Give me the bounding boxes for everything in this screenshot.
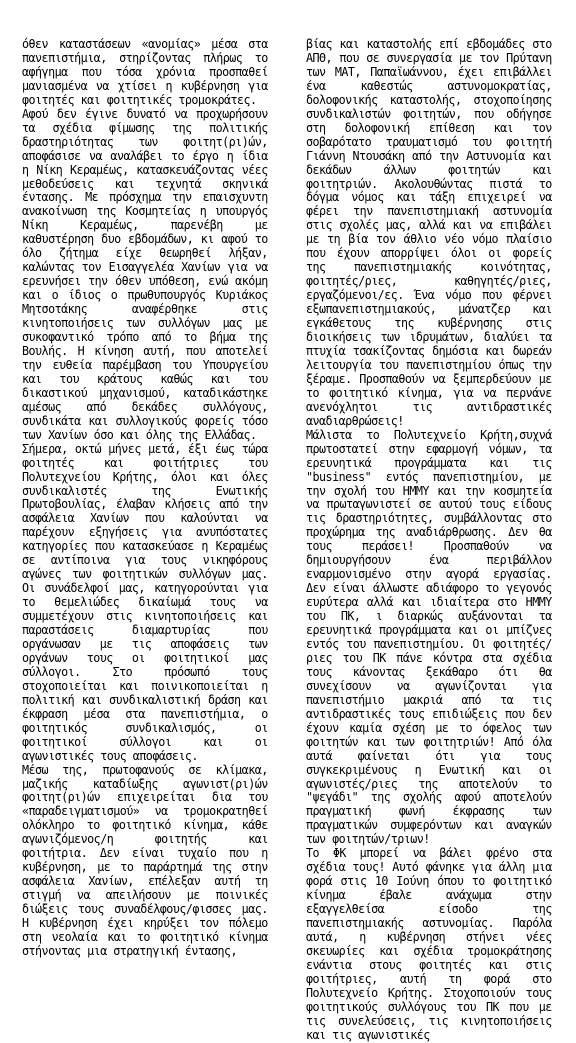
left-paragraph-4: Μέσω της, πρωτοφανούς σε κλίμακα, μαζικής καταδίωξης αγωνιστ(ρι)ών φοιτητ(ρι)ών επιχειρείται δια του «παραδειγματισμού» να τρομοκρατηθεί ολόκληρο το φοιτητικό κίνημα, κάθε αγωνιζόμενος/η φοιτητής και φοιτήτρια. Δεν είναι τυχαίο που η κυβέρνηση, με το παράρτημά της στην ασφάλεια Χανίων, επέλεξαν αυτή τη στιγμή να απειλήσουν με ποινικές διώξεις τους συναδέλφους/φισσες μας. Η κυβέρνηση έχει κηρύξει τον πόλεμο στη νεολαία και το φοιτητικό κίνημα στήνοντας μια στρατηγική έντασης, bbox=[22, 762, 268, 958]
right-paragraph-1: βίας και καταστολής επί εβδομάδες στο ΑΠΘ, που σε συνεργασία με τον Πρύτανη των ΜΑΤ, Παπαϊωάννου, έχει επιβάλλει ένα καθεστώς αστυνομοκρατίας, δολοφονικής καταστολής, στοχοποίησης συνδικαλιστών φοιτητών, που οδήγησε στη δολοφονική επίθεση και τον σοβαρότατο τραυματισμό του φοιτητή Γιάννη Ντουσάκη από την Αστυνομία και δεκάδων άλλων φοιτητών και φοιτητριών. Ακολουθώντας πιστά το δόγμα νόμος και τάξη επιχειρεί να φέρει την πανεπιστημιακή αστυνομία στις σχολές μας, αλλά και να επιβάλει με τη βία τον άθλιο νέο νόμο πλαίσιο που έχουν απορρίψει όλοι οι φορείς της πανεπιστημιακής κοινότητας, φοιτητές/ριες, καθηγητές/ριες, εργαζόμενοι/ες. Ένα νόμο που φέρνει εξωπανεπιστημιακούς, μάνατζερ και εγκάθετους της κυβέρνησης στις διοικήσεις των ιδρυμάτων, διαλύει τα πτυχία τσακίζοντας δημόσια και δωρεάν λειτουργία του πανεπιστημίου όπως την ξέραμε. Προσπαθούν να ξεμπερδεύουν με το φοιτητικό κίνημα, για να περνάνε ανενόχλητοι τις αντιδραστικές αναδιαρθρώσεις! bbox=[306, 37, 552, 428]
left-paragraph-2: Αφού δεν έγινε δυνατό να προχωρήσουν τα σχέδια φίμωσης της πολιτικής δραστηριότητας των φοιτητ(ρι)ών, αποφάσισε να αναλάβει το έργο η ίδια η Νίκη Κεραμέως, κατασκευάζοντας νέες μεθοδεύσεις και τεχνητά σκηνικά έντασης. Με πρόσχημα την επαισχυντη ανακοίνωση της Κοσμητείας η υπουργός Νίκη Κεραμέως, παρενέβη με καθυστέρηση δυο εβδομάδων, κι αφού το όλο ζήτημα είχε θεωρηθεί λήξαν, καλώντας τον Εισαγγελέα Χανίων για να ερευνήσει την όθεν υπόθεση, ενώ ακόμη και ο ίδιος ο πρωθυπουργός Κυριάκος Μητσοτάκης αναφέρθηκε στις κινητοποιήσεις των συλλόγων μας με συκοφαντικό τρόπο από το βήμα της Βουλής. Η κίνηση αυτή, που αποτελεί την ευθεία παρέμβαση του Υπουργείου και του κράτους καθώς και του δικαστικού μηχανισμού, καταδικάστηκε αμέσως από δεκάδες συλλόγους, συνδικάτα και συλλογικούς φορείς τόσο των Χανίων όσο και όλης της Ελλάδας. bbox=[22, 106, 268, 442]
right-column bbox=[306, 38, 552, 1043]
right-paragraph-3: Το ΦΚ μπορεί να βάλει φρένο στα σχέδια τους! Αυτό φάνηκε για άλλη μια φορά στις 10 Ιούνη όπου το φοιτητικό κίνημα έβαλε ανάχωμα στην εξαγγελθείσα είσοδο της πανεπιστημιακής αστυνομίας. Παρόλα αυτά, η κυβέρνηση στήνει νέες σκευωρίες και σχέδια τρομοκράτησης ενάντια στους φοιτητές και στις φοιτήτριες, αυτή τη φορά στο Πολυτεχνείο Κρήτης. Στοχοποιούν τους φοιτητικούς συλλόγους του ΠΚ που με τις συνελεύσεις, τις κινητοποιήσεις και τις αγωνιστικές bbox=[306, 846, 552, 1042]
left-column bbox=[22, 38, 268, 959]
left-paragraph-3: Σήμερα, οκτώ μήνες μετά, έξι έως τώρα φοιτητές και φοιτήτριες του Πολυτεχνείου Κρήτης, όλοι και όλες συνδικαλιστές της Ενωτικής Πρωτοβουλίας, έλαβαν κλήσεις από την ασφάλεια Χανίων που καλούνται να παρέχουν εξηγήσεις για ανυπόστατες κατηγορίες που κατασκεύασε η Κεραμέως σε αντίποινα για τους νικηφόρους αγώνες των φοιτητικών συλλόγων μας. Οι συνάδελφοί μας, κατηγορούνται για το θεμελιώδες δικαίωμά τους να συμμετέχουν στις κινητοποιήσεις και παραστάσεις διαμαρτυρίας που οργάνωσαν με τις αποφάσεις των οργάνων τους οι φοιτητικοί μας σύλλογοι. Στο πρόσωπό τους στοχοποιείται και ποινικοποιείται η πολιτική και συνδικαλιστική δράση και έκφραση μέσα στα πανεπιστήμια, ο φοιτητικός συνδικαλισμός, οι φοιτητικοί σύλλογοι και οι αγωνιστικές τους αποφάσεις. bbox=[22, 441, 268, 763]
right-paragraph-2: Μάλιστα το Πολυτεχνείο Κρήτη,συχνά πρωτοστατεί στην εφαρμογή νόμων, τα ερευνητικά προγράμματα και τις "business" εντός πανεπιστημίου, με την σχολή του ΗΜΜΥ και την κοσμητεία να πρωταγωνιστεί σε αυτού τους είδους τις δραστηριότητες, συμβάλλοντας στο προχώρημα της αναδιάρθρωσης. Δεν θα τους περάσει! Προσπαθούν να δημιουργήσουν ένα περιβάλλον εναρμονισμένο στην αγορά εργασίας. Δεν είναι άλλωστε αδιάφορο το γεγονός ευρύτερα αλλά και ιδιαίτερα στο ΗΜΜΥ του ΠΚ, ι διαρκώς αυξάνονται τα ερευνητικά προγράμματα και οι μπίζνες εντός του πανεπιστημίου. Οι φοιτητές/ριες του ΠΚ πάνε κόντρα στα σχέδια τους κάνοντας ξεκάθαρο ότι θα συνεχίσουν να αγωνίζονται για πανεπιστήμιο μακριά από τα τις αντιδραστικές τους επιδιώξεις που δεν έχουν καμία σχέση με το όφελος των φοιτητών και των φοιτητριών! Από όλα αυτά φαίνεται ότι για τους συγκεκριμένους η Ενωτική και οι αγωνιστές/ριες της αποτελούν το "ψεγάδι" της σχολής αφού αποτελούν πραγματική φωνή έκφρασης των πραγματικών συμφερόντων και αναγκών των φοιτητών/τριων! bbox=[306, 427, 552, 847]
left-paragraph-1: όθεν καταστάσεων «ανομίας» μέσα στα πανεπιστήμια, στηρίζοντας πλήρως το αφήγημα που τόσα χρόνια προσπαθεί μανιασμένα να χτίσει η κυβέρνηση για φοιτητές και φοιτητικές τρομοκράτες. bbox=[22, 37, 268, 107]
